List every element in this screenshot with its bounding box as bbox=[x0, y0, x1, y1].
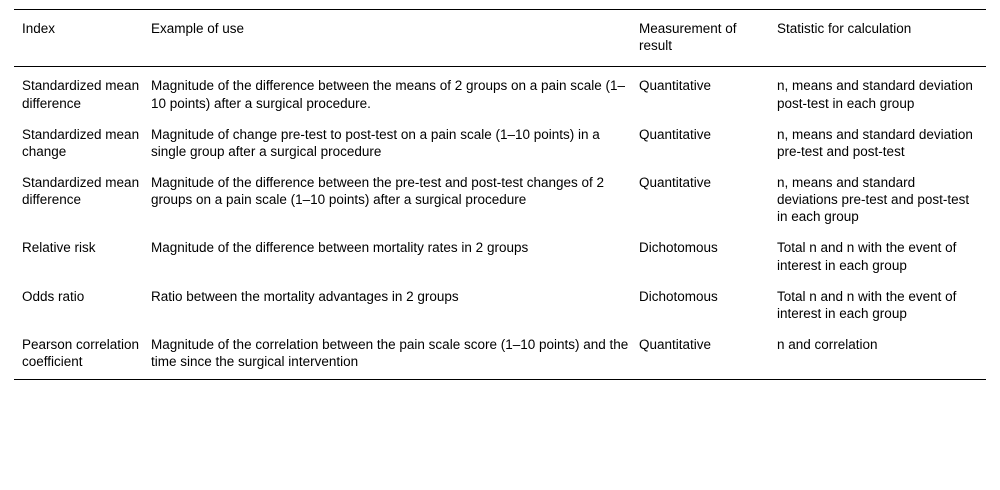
cell-statistic: n and correlation bbox=[777, 337, 878, 353]
cell-measurement: Quantitative bbox=[639, 126, 712, 142]
cell-index: Pearson correlation coefficient bbox=[22, 337, 140, 370]
table-row bbox=[14, 329, 986, 379]
cell-measurement: Dichotomous bbox=[639, 288, 718, 304]
cell-index: Standardized mean change bbox=[22, 126, 140, 159]
column-header-example: Example of use bbox=[151, 10, 639, 67]
cell-statistic: n, means and standard deviation post-test in each group bbox=[777, 78, 973, 111]
cell-example: Magnitude of the difference between the pre-test and post-test changes of 2 groups on a pain scale (1–10 points) after a surgical procedure bbox=[151, 175, 605, 208]
cell-measurement: Quantitative bbox=[639, 78, 712, 94]
cell-statistic: Total n and n with the event of interest in each group bbox=[777, 240, 957, 273]
cell-example: Magnitude of the correlation between the pain scale score (1–10 points) and the time since the surgical intervention bbox=[151, 337, 629, 370]
cell-example: Ratio between the mortality advantages in 2 groups bbox=[151, 288, 459, 304]
table-row bbox=[14, 167, 986, 232]
cell-index: Standardized mean difference bbox=[22, 78, 140, 111]
column-header-index: Index bbox=[14, 10, 151, 67]
cell-example: Magnitude of the difference between the means of 2 groups on a pain scale (1–10 points) after a surgical procedure. bbox=[151, 78, 626, 111]
table-row bbox=[14, 119, 986, 167]
column-header-measurement: Measurement of result bbox=[639, 10, 777, 67]
cell-measurement: Quantitative bbox=[639, 337, 712, 353]
cell-statistic: Total n and n with the event of interest in each group bbox=[777, 288, 957, 321]
document-page bbox=[0, 9, 1000, 490]
table-row bbox=[14, 232, 986, 280]
table-header bbox=[14, 10, 986, 67]
cell-example: Magnitude of change pre-test to post-test on a pain scale (1–10 points) in a single group after a surgical procedure bbox=[151, 126, 600, 159]
table-header-row bbox=[14, 10, 986, 67]
table-body bbox=[14, 67, 986, 379]
cell-measurement: Dichotomous bbox=[639, 240, 718, 256]
cell-statistic: n, means and standard deviations pre-test and post-test in each group bbox=[777, 175, 970, 225]
cell-index: Odds ratio bbox=[22, 288, 85, 304]
table-bottom-rule bbox=[14, 379, 986, 380]
column-header-statistic: Statistic for calculation bbox=[777, 10, 986, 67]
table-row bbox=[14, 67, 986, 119]
effect-size-index-table bbox=[14, 9, 986, 379]
cell-measurement: Quantitative bbox=[639, 175, 712, 191]
cell-index: Relative risk bbox=[22, 240, 96, 256]
cell-index: Standardized mean difference bbox=[22, 175, 140, 208]
table-row bbox=[14, 281, 986, 329]
cell-statistic: n, means and standard deviation pre-test and post-test bbox=[777, 126, 973, 159]
cell-example: Magnitude of the difference between mortality rates in 2 groups bbox=[151, 240, 529, 256]
